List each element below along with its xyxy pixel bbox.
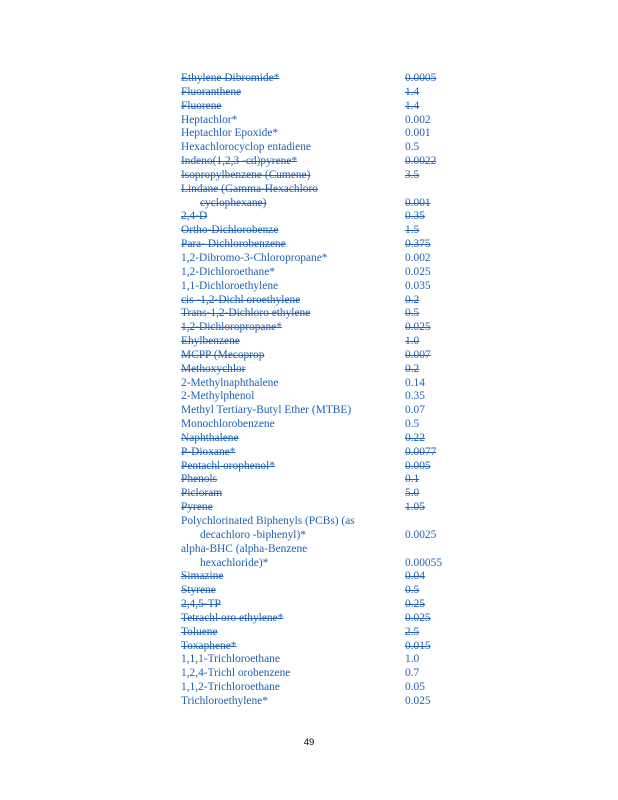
contaminant-name: [181, 612, 283, 626]
contaminant-row: [181, 280, 451, 294]
contaminant-value: 0.375: [405, 238, 431, 251]
contaminant-name-line: 1,1,2-Trichloroethane: [181, 681, 280, 694]
contaminant-name-line: 2,4,5-TP: [181, 598, 221, 611]
contaminant-value: 1.5: [405, 224, 420, 237]
contaminant-name: [181, 224, 278, 238]
contaminant-value: 0.002: [405, 113, 431, 126]
contaminant-value: 0.001: [405, 127, 431, 140]
contaminant-row: [181, 473, 451, 487]
contaminant-name-line: Toluene: [181, 625, 218, 638]
contaminant-value: 0.0005: [405, 72, 437, 84]
contaminant-name: [181, 127, 278, 141]
contaminant-row: [181, 570, 451, 584]
contaminant-name-line: 1,2-Dibromo-3-Chloropropane*: [181, 251, 328, 264]
contaminant-name-line: Picloram: [181, 487, 223, 500]
contaminant-name-line: Pyrene: [181, 501, 213, 514]
contaminant-name: [181, 653, 280, 667]
contaminant-value: 0.5: [405, 307, 420, 320]
contaminant-value: 0.025: [405, 265, 431, 278]
contaminant-row: [181, 155, 451, 169]
contaminant-name-line: Simazine: [181, 570, 224, 583]
contaminant-name-line: Indeno(1,2,3 -cd)pyrene*: [181, 155, 298, 168]
contaminant-name: [181, 252, 327, 266]
contaminant-value: 0.22: [405, 431, 425, 444]
contaminant-value: 5.0: [405, 487, 420, 500]
contaminant-value: 1.05: [405, 501, 425, 514]
contaminant-row: [181, 418, 451, 432]
contaminant-name: [181, 598, 221, 612]
contaminant-name-line: alpha-BHC (alpha-Benzene: [181, 542, 308, 555]
contaminant-name: [181, 418, 275, 432]
contaminant-row: [181, 238, 451, 252]
contaminant-name-line: 1,1,1-Trichloroethane: [181, 653, 280, 666]
contaminant-name-line: Methoxychlor: [181, 362, 246, 375]
contaminant-row: [181, 321, 451, 335]
contaminant-name-line: Phenols: [181, 473, 218, 486]
contaminant-name-line: P-Dioxane*: [181, 445, 236, 458]
contaminant-name: [181, 432, 239, 446]
contaminant-name: [181, 280, 278, 294]
contaminant-row: [181, 543, 451, 571]
contaminant-value: 0.00055: [405, 556, 443, 569]
contaminant-name: [181, 294, 300, 308]
contaminant-row: [181, 114, 451, 128]
contaminant-value: 1.0: [405, 653, 420, 666]
contaminant-name: [181, 100, 222, 114]
contaminant-name: [181, 501, 213, 515]
contaminant-value: 1.4: [405, 99, 420, 112]
contaminant-name-continuation: hexachloride)*: [200, 556, 269, 569]
contaminant-value: 0.5: [405, 141, 420, 154]
contaminant-value: 0.7: [405, 667, 420, 680]
contaminant-row: [181, 127, 451, 141]
contaminant-name-line: Heptachlor Epoxide*: [181, 127, 279, 140]
contaminant-name-line: Trans-1,2-Dichloro ethylene: [181, 307, 311, 320]
contaminant-row: [181, 460, 451, 474]
contaminant-name: [181, 349, 264, 363]
contaminant-name-line: Fluorene: [181, 99, 222, 112]
contaminant-row: [181, 377, 451, 391]
contaminant-name-line: Isopropylbenzene (Cumene): [181, 168, 311, 181]
contaminant-name: [181, 404, 351, 418]
contaminant-name-line: Heptachlor*: [181, 113, 238, 126]
contaminant-value: 0.025: [405, 611, 431, 624]
contaminant-name-line: 2,4-D: [181, 210, 208, 223]
contaminant-row: [181, 681, 451, 695]
contaminant-name-line: 1,2,4-Trichl orobenzene: [181, 667, 291, 680]
contaminant-value: 0.5: [405, 584, 420, 597]
contaminant-row: [181, 584, 451, 598]
contaminant-name: [181, 570, 223, 584]
contaminant-row: [181, 515, 451, 543]
contaminant-row: [181, 252, 451, 266]
contaminant-name-line: Fluoranthene: [181, 85, 242, 98]
contaminant-value: 3.5: [405, 168, 420, 181]
contaminant-name-line: Methyl Tertiary-Butyl Ether (MTBE): [181, 404, 352, 417]
contaminant-name: [181, 584, 216, 598]
contaminant-row: [181, 294, 451, 308]
contaminant-value: 0.025: [405, 694, 431, 707]
contaminant-value: 0.35: [405, 390, 425, 403]
contaminant-name: [181, 626, 218, 640]
contaminant-value: 1.4: [405, 85, 420, 98]
contaminant-value: 0.0077: [405, 445, 437, 458]
contaminant-name-continuation: cyclophexane): [200, 196, 267, 209]
contaminant-row: [181, 612, 451, 626]
contaminant-row: [181, 390, 451, 404]
contaminant-name: [181, 667, 290, 681]
contaminant-row: [181, 210, 451, 224]
contaminant-value: 0.14: [405, 376, 425, 389]
contaminant-row: [181, 501, 451, 515]
contaminant-value: 0.1: [405, 473, 420, 486]
contaminant-name: [181, 487, 222, 501]
contaminant-row: [181, 72, 451, 86]
contaminant-name-line: Lindane (Gamma-Hexachloro: [181, 182, 318, 195]
contaminant-name: [181, 210, 207, 224]
contaminant-name-line: Pentachl orophenol*: [181, 459, 275, 472]
contaminant-name-line: Ehylbenzene: [181, 335, 240, 348]
contaminant-row: [181, 653, 451, 667]
contaminant-name-line: Trichloroethylene*: [181, 694, 268, 707]
contaminant-value: 0.007: [405, 348, 431, 361]
contaminant-row: [181, 446, 451, 460]
page-number: 49: [303, 737, 315, 748]
contaminant-row: [181, 598, 451, 612]
contaminant-name: [181, 72, 279, 86]
contaminant-value: 0.07: [405, 404, 425, 417]
contaminant-name: [181, 377, 278, 391]
contaminant-row: [181, 141, 451, 155]
contaminant-name-line: Naphthalene: [181, 431, 239, 444]
contaminant-value: 0.04: [405, 570, 425, 583]
contaminant-name: [181, 155, 297, 169]
contaminant-name: [181, 460, 275, 474]
contaminant-value: 0.002: [405, 251, 431, 264]
contaminant-name: [181, 114, 237, 128]
contaminant-name-line: Tetrachl oro ethylene*: [181, 611, 284, 624]
contaminant-name: [181, 446, 235, 460]
contaminant-value: 0.2: [405, 293, 420, 306]
contaminant-row: [181, 487, 451, 501]
contaminant-name: [181, 681, 280, 695]
contaminant-name-line: Polychlorinated Biphenyls (PCBs) (as: [181, 515, 355, 527]
contaminant-value: 0.005: [405, 459, 431, 472]
contaminant-name: [181, 473, 217, 487]
contaminant-row: [181, 363, 451, 377]
contaminant-name-line: Hexachlorocyclop entadiene: [181, 141, 311, 154]
contaminant-name: [181, 266, 275, 280]
contaminant-list: [181, 72, 451, 709]
contaminant-name: [181, 640, 237, 654]
contaminant-value: 0.0022: [405, 155, 437, 168]
contaminant-name-line: Styrene: [181, 584, 216, 597]
contaminant-row: [181, 404, 451, 418]
contaminant-row: [181, 266, 451, 280]
contaminant-name: [181, 335, 240, 349]
contaminant-name: [181, 86, 241, 100]
contaminant-row: [181, 86, 451, 100]
contaminant-value: 1.0: [405, 335, 420, 348]
contaminant-name: [181, 169, 310, 183]
contaminant-value: 0.05: [405, 681, 425, 694]
contaminant-name-line: 2-Methylnaphthalene: [181, 376, 279, 389]
contaminant-row: [181, 307, 451, 321]
contaminant-value: 0.5: [405, 418, 420, 431]
contaminant-name-line: 1,1-Dichloroethylene: [181, 279, 279, 292]
contaminant-name-line: MCPP (Mecoprop: [181, 348, 265, 361]
contaminant-name: [181, 307, 310, 321]
contaminant-value: 0.035: [405, 279, 431, 292]
contaminant-name: [181, 695, 268, 709]
contaminant-name-line: 2-Methylphenol: [181, 390, 255, 403]
contaminant-value: 2.5: [405, 625, 420, 638]
contaminant-name: [181, 515, 355, 543]
contaminant-value: 0.2: [405, 362, 420, 375]
contaminant-name: [181, 321, 282, 335]
contaminant-name-continuation: decachloro -biphenyl)*: [200, 528, 306, 541]
contaminant-row: [181, 432, 451, 446]
contaminant-row: [181, 640, 451, 654]
contaminant-row: [181, 224, 451, 238]
contaminant-value: 0.001: [405, 196, 431, 209]
contaminant-name: [181, 183, 318, 211]
contaminant-name-line: 1,2-Dichloropropane*: [181, 321, 282, 334]
contaminant-row: [181, 626, 451, 640]
contaminant-name-line: Toxaphene*: [181, 639, 237, 652]
contaminant-row: [181, 100, 451, 114]
contaminant-value: 0.0025: [405, 528, 437, 541]
contaminant-name: [181, 390, 254, 404]
contaminant-row: [181, 695, 451, 709]
contaminant-name-line: 1,2-Dichloroethane*: [181, 265, 275, 278]
contaminant-name-line: Ortho-Dichlorobenze: [181, 224, 279, 237]
contaminant-name: [181, 238, 286, 252]
contaminant-row: [181, 349, 451, 363]
contaminant-value: 0.25: [405, 598, 425, 611]
contaminant-row: [181, 667, 451, 681]
contaminant-name-line: Para- Dichlorobenzene: [181, 238, 286, 251]
contaminant-name: [181, 363, 246, 377]
contaminant-row: [181, 335, 451, 349]
contaminant-row: [181, 169, 451, 183]
contaminant-value: 0.025: [405, 321, 431, 334]
contaminant-name: [181, 543, 307, 571]
contaminant-name-line: Monochlorobenzene: [181, 418, 275, 431]
contaminant-value: 0.35: [405, 210, 425, 223]
contaminant-name: [181, 141, 311, 155]
contaminant-value: 0.015: [405, 639, 431, 652]
contaminant-row: [181, 183, 451, 211]
contaminant-name-line: cis -1,2-Dichl oroethylene: [181, 293, 301, 306]
contaminant-name-line: Ethylene Dibromide*: [181, 72, 280, 84]
